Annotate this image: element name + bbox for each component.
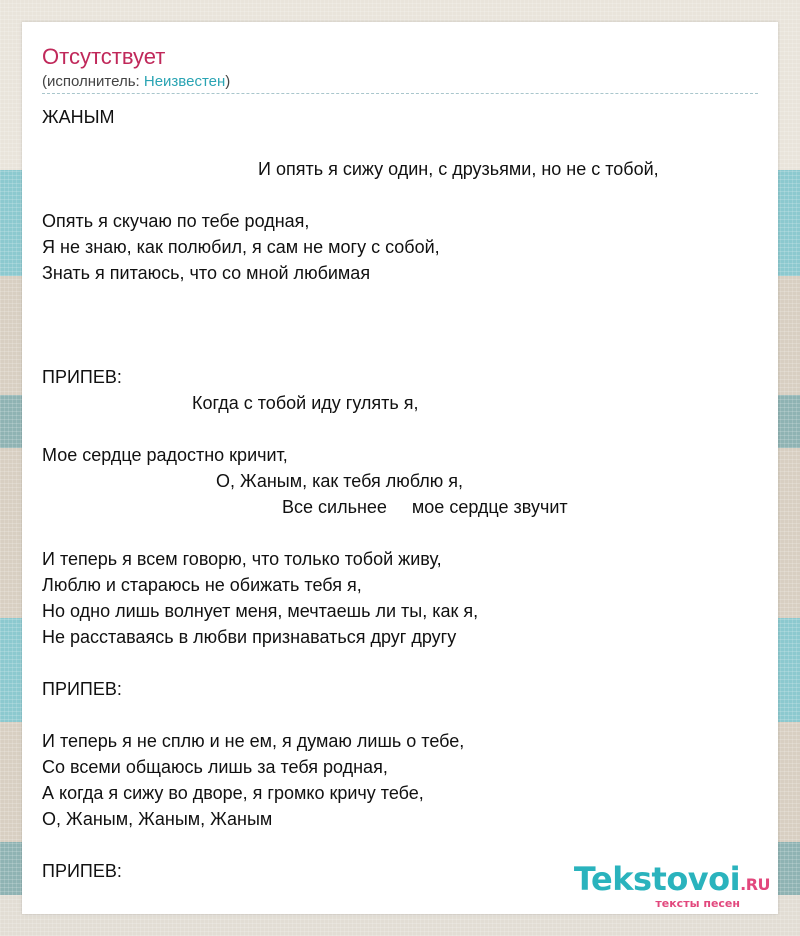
lyrics-blank-line <box>42 650 758 676</box>
lyrics-line: Все сильнее мое сердце звучит <box>282 497 568 517</box>
lyrics-blank-line <box>42 182 758 208</box>
lyrics-line: ПРИПЕВ: <box>42 367 122 387</box>
logo-name: Tekstovoi <box>573 860 741 898</box>
logo-wordmark <box>574 862 770 902</box>
title-divider <box>42 93 758 94</box>
lyrics-line: Когда с тобой иду гулять я, <box>192 393 419 413</box>
lyrics-blank-line <box>42 338 758 364</box>
lyrics-line: И опять я сижу один, с друзьями, но не с тобой, <box>258 159 659 179</box>
lyrics-line: ПРИПЕВ: <box>42 861 122 881</box>
lyrics-blank-line <box>42 832 758 858</box>
lyrics-line: Мое сердце радостно кричит, <box>42 445 288 465</box>
artist-suffix: ) <box>225 73 231 90</box>
lyrics-line: О, Жаным, как тебя люблю я, <box>216 471 464 491</box>
lyrics-line: Люблю и стараюсь не обижать тебя я, <box>42 575 362 595</box>
lyrics-body <box>42 104 758 884</box>
lyrics-blank-line <box>42 312 758 338</box>
song-title: Отсутствует <box>42 44 166 69</box>
lyrics-line: Знать я питаюсь, что со мной любимая <box>42 263 371 283</box>
lyrics-blank-line <box>42 520 758 546</box>
lyrics-line: И теперь я не сплю и не ем, я думаю лишь о тебе, <box>42 731 465 751</box>
lyrics-line: Но одно лишь волнует меня, мечтаешь ли ты, как я, <box>42 601 479 621</box>
lyrics-line: ПРИПЕВ: <box>42 679 122 699</box>
lyrics-line: Я не знаю, как полюбил, я сам не могу с собой, <box>42 237 440 257</box>
site-logo[interactable] <box>574 862 770 910</box>
logo-tld: .RU <box>740 875 770 894</box>
lyrics-card <box>22 22 778 914</box>
lyrics-blank-line <box>42 286 758 312</box>
lyrics-line: О, Жаным, Жаным, Жаным <box>42 809 273 829</box>
lyrics-line: А когда я сижу во дворе, я громко кричу тебе, <box>42 783 424 803</box>
lyrics-line: ЖАНЫМ <box>42 107 115 127</box>
lyrics-blank-line <box>42 416 758 442</box>
artist-link[interactable]: Неизвестен <box>143 73 226 90</box>
artist-line <box>42 73 230 91</box>
lyrics-line: И теперь я всем говорю, что только тобой живу, <box>42 549 442 569</box>
artist-prefix: (исполнитель: <box>42 73 144 90</box>
lyrics-blank-line <box>42 130 758 156</box>
lyrics-line: Не расставаясь в любви признаваться друг другу <box>42 627 457 647</box>
lyrics-blank-line <box>42 702 758 728</box>
lyrics-line: Со всеми общаюсь лишь за тебя родная, <box>42 757 388 777</box>
lyrics-line: Опять я скучаю по тебе родная, <box>42 211 310 231</box>
logo-tagline: тексты песен <box>655 897 740 910</box>
